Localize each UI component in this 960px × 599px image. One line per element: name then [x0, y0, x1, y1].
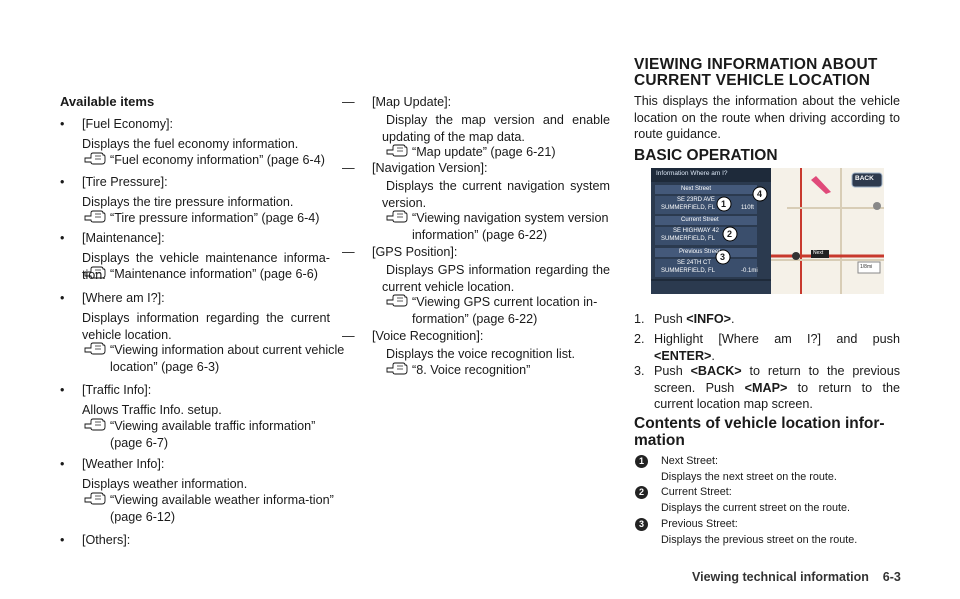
item-desc: Displays the tire pressure information. [82, 195, 294, 209]
item-reference-text: “Maintenance information” (page 6-6) [110, 267, 318, 281]
step-key: <MAP> [744, 380, 788, 395]
screen-marker-4: 4 [757, 189, 763, 199]
dash-marker: — [342, 329, 355, 343]
available-item [60, 290, 330, 306]
content-number-badge: 2 [635, 486, 648, 499]
item-reference [110, 266, 342, 283]
step-body [654, 311, 900, 328]
reference-hand-icon [386, 362, 408, 375]
current-street-label: Current Street [681, 217, 719, 223]
item-reference-text: “Viewing information about current vehicle location” (page 6-3) [110, 343, 345, 374]
bullet-dot: • [60, 533, 65, 547]
section-title: VIEWING INFORMATION ABOUT CURRENT VEHICLE LOCATION [634, 56, 878, 89]
other-desc: Displays the voice recognition list. [386, 347, 575, 361]
content-title: Next Street: [661, 455, 719, 467]
step-text: . [711, 348, 715, 363]
item-desc: Displays the vehicle maintenance informa-tion. [82, 251, 330, 282]
screen-header: Information Where am I? [656, 170, 728, 177]
reference-hand-icon [84, 266, 106, 279]
step-text: Push [654, 312, 687, 326]
item-desc: Allows Traffic Info. setup. [82, 403, 222, 417]
content-number-badge: 1 [635, 455, 648, 468]
reference-hand-icon [84, 210, 106, 223]
other-reference [412, 294, 612, 327]
other-reference-text: “Viewing navigation system version information” (page 6-22) [412, 211, 609, 242]
previous-street-label: Previous Street [679, 249, 721, 255]
item-reference-text: “Viewing available weather informa-tion” (page 6-12) [110, 493, 334, 524]
dash-marker: — [342, 161, 355, 175]
step-text: to return to the current location map screen. [654, 380, 900, 411]
next-street-name: SE 23RD AVE [677, 197, 715, 203]
bullet-dot: • [60, 117, 65, 131]
screen-back-button[interactable]: BACK [855, 175, 874, 182]
step-key: <BACK> [690, 364, 742, 378]
section-intro: This displays the information about the vehicle location on the route when driving according to route guidance. [634, 94, 900, 141]
previous-street-dist: -0.1mi [741, 268, 758, 274]
item-label: [Others]: [82, 533, 131, 547]
available-item [60, 230, 330, 246]
item-desc: Displays weather information. [82, 477, 248, 491]
contents-heading: Contents of vehicle location infor- mation [634, 415, 885, 449]
content-desc: Displays the next street on the route. [661, 471, 837, 483]
item-reference-text: “Viewing available traffic information” (page 6-7) [110, 419, 316, 450]
other-label: [GPS Position]: [372, 245, 458, 259]
previous-street-city: SUMMERFIELD, FL [661, 268, 716, 274]
other-desc: Display the map version and enable updating of the map data. [382, 113, 610, 144]
available-item [60, 174, 330, 190]
previous-street-name: SE 24TH CT [677, 260, 712, 266]
item-label: [Weather Info]: [82, 457, 165, 471]
basic-operation-heading: BASIC OPERATION [634, 147, 778, 164]
reference-hand-icon [386, 210, 408, 223]
other-reference [412, 144, 612, 161]
step-key: <INFO> [686, 312, 732, 326]
map-next-label: Next [813, 250, 824, 256]
page-footer: Viewing technical information 6-3 [692, 570, 901, 584]
next-street-city: SUMMERFIELD, FL [661, 205, 716, 211]
available-items-heading: Available items [60, 94, 155, 109]
bullet-dot: • [60, 291, 65, 305]
other-label: [Map Update]: [372, 95, 452, 109]
where-am-i-screen [651, 168, 884, 294]
item-reference [110, 342, 350, 375]
bullet-dot: • [60, 383, 65, 397]
other-label: [Navigation Version]: [372, 161, 488, 175]
content-title: Previous Street: [661, 518, 738, 530]
step-text: Highlight [Where am I?] and push [654, 332, 900, 346]
next-street-label: Next Street [681, 186, 712, 192]
bullet-dot: • [60, 175, 65, 189]
content-number-badge: 3 [635, 518, 648, 531]
content-desc: Displays the previous street on the route. [661, 534, 858, 546]
screen-marker-1: 1 [721, 199, 727, 209]
available-item [60, 532, 330, 548]
reference-hand-icon [386, 144, 408, 157]
available-item [60, 382, 330, 398]
item-desc: Displays information regarding the current vehicle location. [82, 311, 330, 342]
reference-hand-icon [386, 294, 408, 307]
item-reference-text: “Tire pressure information” (page 6-4) [110, 211, 320, 225]
reference-hand-icon [84, 342, 106, 355]
other-label: [Voice Recognition]: [372, 329, 484, 343]
map-scale: 1/8mi [860, 264, 873, 270]
current-street-name: SE HIGHWAY 42 [673, 228, 719, 234]
reference-hand-icon [84, 492, 106, 505]
item-label: [Fuel Economy]: [82, 117, 173, 131]
step-text: . [731, 312, 735, 326]
item-reference [110, 210, 342, 227]
bullet-dot: • [60, 457, 65, 471]
current-street-city: SUMMERFIELD, FL [661, 236, 716, 242]
step-number: 3. [634, 364, 645, 378]
available-item [60, 456, 330, 472]
step-text: Push [654, 364, 691, 378]
available-item [60, 116, 330, 132]
item-label: [Tire Pressure]: [82, 175, 168, 189]
reference-hand-icon [84, 152, 106, 165]
step-number: 1. [634, 312, 645, 326]
step-text: to return to the previous screen. Push [654, 364, 900, 395]
other-reference-text: “Map update” (page 6-21) [412, 145, 556, 159]
other-reference [412, 362, 612, 379]
dash-marker: — [342, 95, 355, 109]
screen-marker-3: 3 [720, 252, 726, 262]
step-body [654, 363, 900, 413]
step-item [634, 311, 900, 328]
item-reference [110, 492, 350, 525]
item-label: [Traffic Info]: [82, 383, 152, 397]
content-desc: Displays the current street on the route. [661, 502, 851, 514]
content-title: Current Street: [661, 486, 732, 498]
item-label: [Where am I?]: [82, 291, 165, 305]
reference-hand-icon [84, 418, 106, 431]
item-reference [110, 418, 350, 451]
other-reference-text: “8. Voice recognition” [412, 363, 531, 377]
item-label: [Maintenance]: [82, 231, 165, 245]
step-key: <ENTER> [654, 348, 712, 363]
item-reference [110, 152, 342, 169]
step-item [634, 363, 900, 413]
other-desc: Displays the current navigation system version. [382, 179, 610, 210]
step-number: 2. [634, 332, 645, 346]
step-body [654, 331, 900, 364]
step-item [634, 331, 900, 364]
bullet-dot: • [60, 231, 65, 245]
item-reference-text: “Fuel economy information” (page 6-4) [110, 153, 325, 167]
screen-marker-2: 2 [727, 229, 733, 239]
item-desc: Displays the fuel economy information. [82, 137, 299, 151]
other-desc: Displays GPS information regarding the current vehicle location. [382, 263, 610, 294]
dash-marker: — [342, 245, 355, 259]
next-street-dist: 110ft [741, 205, 754, 211]
other-reference [412, 210, 612, 243]
other-reference-text: “Viewing GPS current location in-formation” (page 6-22) [412, 295, 598, 326]
